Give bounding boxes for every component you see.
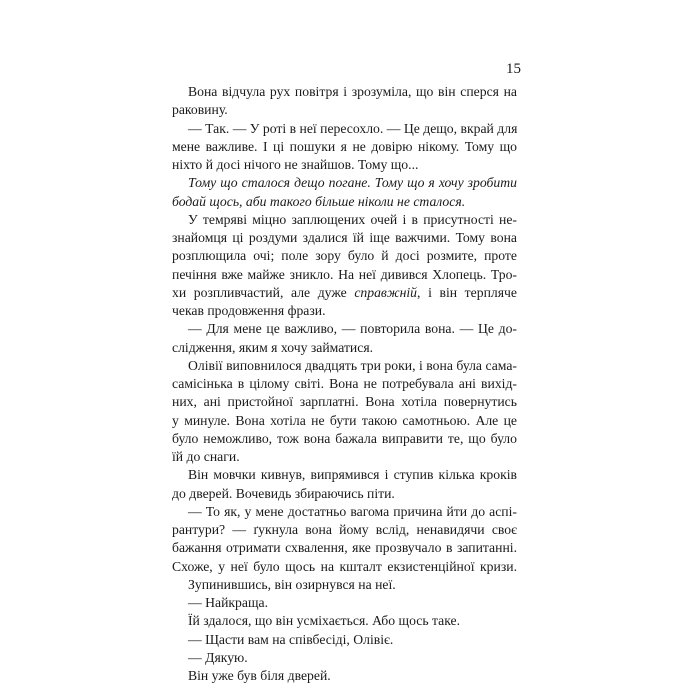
text-line: розплющила очі; поле зору було й досі розмите, проте bbox=[172, 248, 517, 264]
text-line: Він мовчки кивнув, випрямився і ступив кілька кроків bbox=[188, 467, 517, 483]
text-line: У темряві міцно заплющених очей і в присутності не- bbox=[188, 211, 517, 227]
text-line: — Так. — У роті в неї пересохло. — Це дещо, вкрай для bbox=[188, 120, 518, 136]
text-fragment: , і він терпляче bbox=[417, 284, 517, 300]
text-line: Олівії виповнилося двадцять три роки, і вона була сама- bbox=[188, 357, 517, 373]
text-line: слідження, яким я хочу займатися. bbox=[172, 339, 374, 355]
text-line: бажання отримати схвалення, яке прозвучало в запитанні. bbox=[172, 540, 517, 556]
text-line: Тому що сталося дещо погане. Тому що я хочу зробити bbox=[188, 175, 517, 191]
text-line: — Дякую. bbox=[188, 649, 248, 665]
emphasis-word: справжній bbox=[354, 284, 418, 300]
text-line: Він уже був біля дверей. bbox=[188, 668, 331, 683]
text-line: рантури? — ґукнула вона йому вслід, ненавидячи своє bbox=[172, 522, 517, 537]
text-line: було неможливо, тож вона бажала виправити те, що було bbox=[172, 430, 517, 446]
text-line: знайомця ці роздуми здалися їй іще важчими. Тому вона bbox=[172, 230, 517, 245]
text-line: мене важливе. І ці пошуки я не довірю нікому. Тому що bbox=[172, 138, 517, 154]
text-line: до дверей. Вочевидь збираючись піти. bbox=[172, 485, 395, 501]
text-line: Вона відчула рух повітря і зрозуміла, що він сперся на bbox=[188, 84, 517, 99]
body-text bbox=[172, 83, 517, 685]
text-line: Їй здалося, що він усміхається. Або щось таке. bbox=[188, 613, 461, 629]
text-line: раковину. bbox=[172, 102, 228, 118]
text-line: чекав продовження фрази. bbox=[172, 303, 326, 318]
text-line: печіння вже майже зникло. На неї дивився Хлопець. Тро- bbox=[172, 266, 517, 282]
text-fragment: хи розпливчастий, але дуже bbox=[172, 284, 355, 300]
text-line: ніхто й досі нічого не знайшов. Тому що... bbox=[172, 157, 419, 172]
text-line: Схоже, у неї було щось на кшталт екзистенційної кризи. bbox=[172, 558, 517, 574]
text-line: — Щасти вам на співбесіді, Олівіє. bbox=[188, 631, 394, 647]
text-line: Зупинившись, він озирнувся на неї. bbox=[188, 576, 396, 592]
text-line: — Найкраща. bbox=[188, 595, 268, 610]
text-line: них, ані пристойної зарплатні. Вона хотіла повернутись bbox=[172, 394, 517, 410]
text-line: їй до снаги. bbox=[172, 449, 240, 464]
text-line: — То як, у мене достатньо вагома причина йти до аспі- bbox=[188, 503, 517, 519]
text-line: — Для мене це важливо, — повторила вона. — Це до- bbox=[188, 321, 517, 337]
page-number: 15 bbox=[506, 61, 521, 77]
text-line: у минуле. Вона хотіла не бути такою самотньою. Але це bbox=[172, 412, 517, 428]
text-line: самісінька в цілому світі. Вона не потребувала ані вихід- bbox=[172, 376, 517, 391]
text-line bbox=[172, 284, 517, 302]
text-line: бодай щось, аби такого більше ніколи не сталося. bbox=[172, 193, 466, 209]
